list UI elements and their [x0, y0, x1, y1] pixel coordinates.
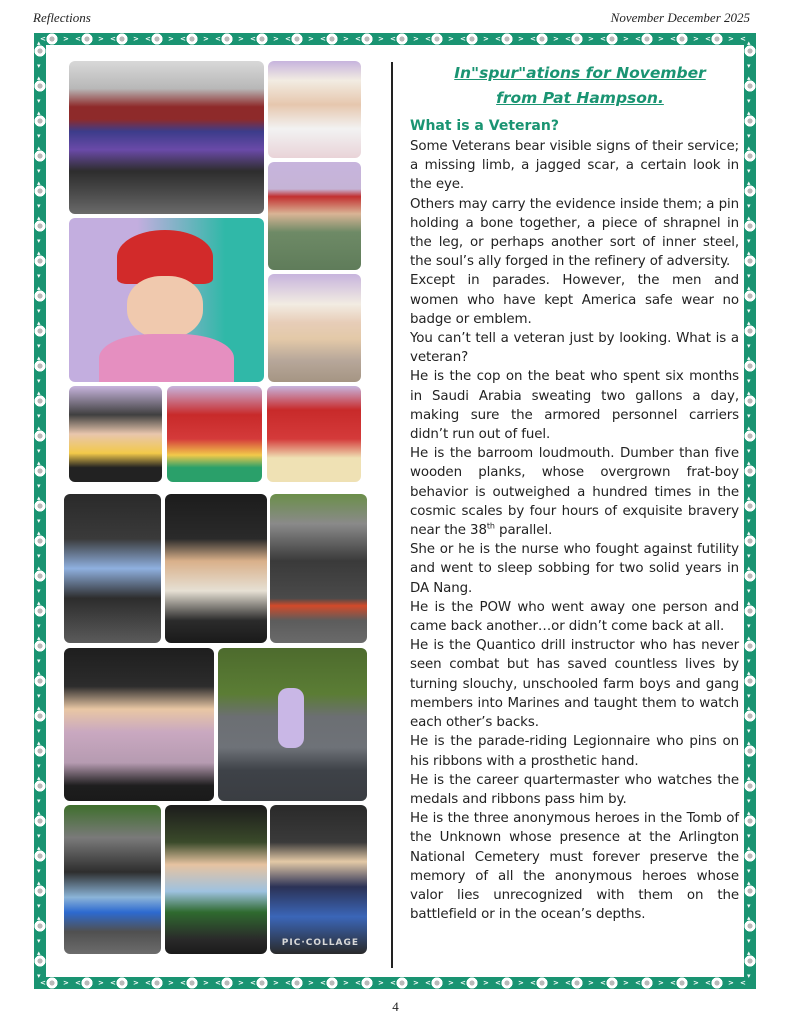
chevron-arrow-icon: <: [460, 979, 466, 987]
chevron-arrow-icon: <: [495, 979, 501, 987]
chevron-arrow-icon: >: [168, 979, 174, 987]
chevron-arrow-icon: ▾: [747, 202, 751, 210]
chevron-arrow-icon: ▴: [747, 879, 751, 887]
chevron-arrow-icon: ▾: [747, 832, 751, 840]
chevron-arrow-icon: >: [203, 35, 209, 43]
chevron-arrow-icon: >: [588, 35, 594, 43]
chevron-arrow-icon: ▴: [37, 39, 41, 47]
chevron-arrow-icon: ▾: [37, 342, 41, 350]
chevron-arrow-icon: ▾: [747, 132, 751, 140]
girl-in-police-car-photo-1: [64, 494, 161, 643]
paragraph: [410, 444, 739, 540]
chevron-arrow-icon: <: [530, 979, 536, 987]
chevron-arrow-icon: >: [273, 35, 279, 43]
chevron-arrow-icon: <: [495, 35, 501, 43]
paragraph: He is the cop on the beat who spent six months in Saudi Arabia sweating two gallons a day, making sure the armored personnel carriers didn’t run out of fuel.: [410, 369, 739, 443]
chevron-arrow-icon: ▾: [747, 237, 751, 245]
chevron-arrow-icon: ▾: [37, 867, 41, 875]
chevron-arrow-icon: ▾: [747, 937, 751, 945]
chevron-arrow-icon: >: [133, 35, 139, 43]
chevron-arrow-icon: >: [203, 979, 209, 987]
chevron-arrow-icon: ▾: [747, 167, 751, 175]
chevron-arrow-icon: ▴: [747, 459, 751, 467]
chevron-arrow-icon: ▴: [747, 354, 751, 362]
chevron-arrow-icon: <: [250, 35, 256, 43]
chevron-arrow-icon: ▴: [37, 634, 41, 642]
paragraph: Some Veterans bear visible signs of their service; a missing limb, a jagged scar, a certain look in the eye.: [410, 139, 739, 193]
chevron-arrow-icon: >: [343, 979, 349, 987]
chevron-arrow-icon: ▴: [747, 564, 751, 572]
paragraph-text: He is the barroom loudmouth. Dumber than five wooden planks, whose overgrown frat-boy behavior is outweighed a hundred times in the cosmic scales by four hours of exquisite bravery near the 38: [410, 446, 739, 539]
chevron-arrow-icon: ▾: [37, 412, 41, 420]
girl-by-police-suv-photo: [218, 648, 367, 801]
chevron-arrow-icon: >: [448, 35, 454, 43]
chevron-arrow-icon: ▴: [747, 599, 751, 607]
paragraph: Except in parades. However, the men and women who have kept America safe wear no badge or emblem.: [410, 273, 739, 327]
chevron-arrow-icon: <: [425, 35, 431, 43]
chevron-arrow-icon: ▾: [37, 62, 41, 70]
boy-smiling-car-seat-photo: [165, 805, 267, 954]
chevron-arrow-icon: ▴: [37, 844, 41, 852]
chevron-arrow-icon: >: [728, 979, 734, 987]
chevron-arrow-icon: ▴: [747, 809, 751, 817]
chevron-arrow-icon: ▾: [37, 237, 41, 245]
chevron-arrow-icon: <: [705, 35, 711, 43]
chevron-arrow-icon: >: [693, 35, 699, 43]
child-white-helmet-photo-1: [268, 61, 361, 158]
chevron-arrow-icon: >: [238, 35, 244, 43]
chevron-arrow-icon: <: [635, 35, 641, 43]
chevron-arrow-icon: >: [273, 979, 279, 987]
chevron-arrow-icon: ▾: [37, 797, 41, 805]
paragraph: He is the Quantico drill instructor who has never seen combat but has saved countless lives by turning slouchy, unschooled farm boys and gang members into Marines and taught them to watch each other’s backs.: [410, 638, 739, 731]
chevron-arrow-icon: ▴: [37, 214, 41, 222]
chevron-arrow-icon: ▴: [747, 319, 751, 327]
column-divider: [391, 62, 393, 968]
chevron-arrow-icon: <: [110, 35, 116, 43]
chevron-arrow-icon: ▾: [37, 692, 41, 700]
chevron-arrow-icon: >: [658, 35, 664, 43]
chevron-arrow-icon: ▴: [747, 109, 751, 117]
chevron-arrow-icon: ▴: [37, 74, 41, 82]
chevron-arrow-icon: >: [63, 979, 69, 987]
chevron-arrow-icon: ▴: [747, 214, 751, 222]
chevron-arrow-icon: >: [413, 35, 419, 43]
chevron-arrow-icon: ▾: [747, 482, 751, 490]
chevron-arrow-icon: ▴: [747, 39, 751, 47]
chevron-arrow-icon: >: [588, 979, 594, 987]
chevron-arrow-icon: ▴: [747, 704, 751, 712]
boy-with-officer-photo: [270, 805, 367, 954]
chevron-arrow-icon: ▴: [37, 879, 41, 887]
chevron-arrow-icon: <: [635, 979, 641, 987]
chevron-arrow-icon: ▴: [37, 284, 41, 292]
chevron-arrow-icon: <: [75, 35, 81, 43]
chevron-arrow-icon: ▴: [37, 914, 41, 922]
chevron-arrow-icon: ▴: [37, 949, 41, 957]
page-number: 4: [392, 999, 399, 1014]
chevron-arrow-icon: ▾: [747, 97, 751, 105]
chevron-arrow-icon: >: [98, 35, 104, 43]
ordinal-suffix: th: [486, 521, 495, 531]
chevron-arrow-icon: <: [390, 35, 396, 43]
chevron-arrow-icon: ▴: [37, 599, 41, 607]
paragraph: He is the parade-riding Legionnaire who pins on his ribbons with a prosthetic hand.: [410, 734, 739, 769]
chevron-arrow-icon: ▾: [747, 727, 751, 735]
chevron-arrow-icon: ▴: [37, 564, 41, 572]
chevron-arrow-icon: <: [215, 35, 221, 43]
chevron-arrow-icon: >: [378, 979, 384, 987]
chevron-arrow-icon: ▾: [37, 202, 41, 210]
girl-red-helmet-pink-hoodie-photo: [69, 218, 264, 382]
chevron-arrow-icon: <: [40, 979, 46, 987]
chevron-arrow-icon: ▴: [37, 494, 41, 502]
chevron-arrow-icon: ▾: [747, 517, 751, 525]
chevron-arrow-icon: ▴: [37, 424, 41, 432]
chevron-arrow-icon: >: [133, 979, 139, 987]
chevron-arrow-icon: <: [600, 35, 606, 43]
chevron-arrow-icon: >: [553, 35, 559, 43]
chevron-arrow-icon: >: [693, 979, 699, 987]
chevron-arrow-icon: >: [238, 979, 244, 987]
chevron-arrow-icon: ▴: [747, 914, 751, 922]
chevron-arrow-icon: >: [763, 35, 769, 43]
chevron-arrow-icon: <: [740, 979, 746, 987]
chevron-arrow-icon: ▴: [747, 669, 751, 677]
paragraph: He is the three anonymous heroes in the Tomb of the Unknown whose presence at the Arlington National Cemetery must forever preserve the memory of all the anonymous heroes whose valor lies unrecognized with them on the battlefield or in the ocean’s depths.: [410, 811, 739, 923]
chevron-arrow-icon: <: [110, 979, 116, 987]
chevron-arrow-icon: ▾: [747, 902, 751, 910]
chevron-arrow-icon: ▾: [747, 272, 751, 280]
chevron-arrow-icon: ▴: [37, 774, 41, 782]
chevron-arrow-icon: ▾: [37, 482, 41, 490]
chevron-arrow-icon: >: [518, 979, 524, 987]
chevron-arrow-icon: ▴: [37, 319, 41, 327]
chevron-arrow-icon: ▾: [747, 552, 751, 560]
chevron-arrow-icon: <: [705, 979, 711, 987]
chevron-arrow-icon: ▾: [747, 447, 751, 455]
chevron-arrow-icon: >: [413, 979, 419, 987]
paragraph: He is the POW who went away one person and came back another…or didn’t come back at all.: [410, 599, 739, 635]
chevron-arrow-icon: <: [670, 979, 676, 987]
chevron-arrow-icon: ▾: [37, 657, 41, 665]
child-red-helmet-photo-1: [167, 386, 262, 482]
chevron-arrow-icon: ▾: [37, 132, 41, 140]
chevron-arrow-icon: ▴: [37, 704, 41, 712]
chevron-arrow-icon: >: [518, 35, 524, 43]
chevron-arrow-icon: <: [180, 979, 186, 987]
chevron-arrow-icon: ▾: [37, 167, 41, 175]
chevron-arrow-icon: >: [658, 979, 664, 987]
chevron-arrow-icon: ▴: [37, 109, 41, 117]
child-red-helmet-green-shirt-photo: [268, 162, 361, 270]
chevron-arrow-icon: ▴: [37, 669, 41, 677]
chevron-arrow-icon: <: [320, 35, 326, 43]
chevron-arrow-icon: ▾: [37, 622, 41, 630]
chevron-arrow-icon: ▴: [37, 809, 41, 817]
chevron-arrow-icon: >: [63, 35, 69, 43]
chevron-arrow-icon: ▴: [37, 529, 41, 537]
chevron-arrow-icon: ▾: [37, 832, 41, 840]
paragraph-text: parallel.: [494, 523, 553, 539]
chevron-arrow-icon: ▾: [747, 587, 751, 595]
chevron-arrow-icon: ▴: [747, 739, 751, 747]
chevron-arrow-icon: ▾: [37, 727, 41, 735]
chevron-arrow-icon: <: [40, 35, 46, 43]
chevron-arrow-icon: ▾: [37, 972, 41, 980]
chevron-arrow-icon: <: [250, 979, 256, 987]
article-title-line-1: In"spur"ations for November: [454, 64, 706, 82]
chevron-arrow-icon: ▾: [747, 62, 751, 70]
chevron-arrow-icon: <: [75, 979, 81, 987]
chevron-arrow-icon: ▾: [37, 97, 41, 105]
chevron-arrow-icon: ▴: [747, 144, 751, 152]
article-body: [410, 137, 739, 924]
chevron-arrow-icon: ▾: [747, 412, 751, 420]
chevron-arrow-icon: ▴: [37, 179, 41, 187]
chevron-arrow-icon: ▾: [37, 272, 41, 280]
chevron-arrow-icon: ▴: [747, 634, 751, 642]
chevron-arrow-icon: ▾: [37, 587, 41, 595]
chevron-arrow-icon: >: [308, 979, 314, 987]
chevron-arrow-icon: <: [145, 35, 151, 43]
chevron-arrow-icon: <: [180, 35, 186, 43]
chevron-arrow-icon: >: [343, 35, 349, 43]
chevron-arrow-icon: ▾: [37, 937, 41, 945]
chevron-arrow-icon: ▴: [747, 494, 751, 502]
chevron-arrow-icon: ▾: [37, 517, 41, 525]
chevron-arrow-icon: ▴: [37, 144, 41, 152]
chevron-arrow-icon: >: [378, 35, 384, 43]
child-black-helmet-photo: [69, 386, 162, 482]
chevron-arrow-icon: >: [483, 35, 489, 43]
chevron-arrow-icon: >: [728, 35, 734, 43]
chevron-arrow-icon: <: [215, 979, 221, 987]
chevron-arrow-icon: ▾: [747, 307, 751, 315]
chevron-arrow-icon: >: [623, 35, 629, 43]
chevron-arrow-icon: ▴: [37, 739, 41, 747]
chevron-arrow-icon: <: [460, 35, 466, 43]
firefighters-group-photo: [69, 61, 264, 214]
paragraph: She or he is the nurse who fought against futility and went to sleep sobbing for two solid years in DA Nang.: [410, 542, 739, 596]
issue-date: November December 2025: [610, 10, 750, 25]
chevron-arrow-icon: ▴: [37, 249, 41, 257]
chevron-arrow-icon: <: [390, 979, 396, 987]
chevron-arrow-icon: <: [285, 979, 291, 987]
chevron-arrow-icon: ▴: [747, 844, 751, 852]
chevron-arrow-icon: ▴: [747, 74, 751, 82]
chevron-arrow-icon: <: [355, 979, 361, 987]
chevron-arrow-icon: ▴: [747, 249, 751, 257]
chevron-arrow-icon: >: [448, 979, 454, 987]
chevron-arrow-icon: ▴: [747, 529, 751, 537]
chevron-arrow-icon: <: [355, 35, 361, 43]
chevron-arrow-icon: ▾: [37, 902, 41, 910]
chevron-arrow-icon: >: [98, 979, 104, 987]
chevron-arrow-icon: ▾: [747, 622, 751, 630]
boy-seatbelt-police-car-photo: [165, 494, 267, 643]
chevron-arrow-icon: ▴: [37, 389, 41, 397]
chevron-arrow-icon: >: [553, 979, 559, 987]
chevron-arrow-icon: ▴: [37, 354, 41, 362]
chevron-arrow-icon: <: [740, 35, 746, 43]
chevron-arrow-icon: ▴: [747, 774, 751, 782]
chevron-arrow-icon: ▴: [747, 424, 751, 432]
chevron-arrow-icon: <: [600, 979, 606, 987]
chevron-arrow-icon: ▴: [37, 459, 41, 467]
chevron-arrow-icon: ▾: [37, 762, 41, 770]
chevron-arrow-icon: ▴: [747, 949, 751, 957]
chevron-arrow-icon: <: [565, 35, 571, 43]
chevron-arrow-icon: ▾: [37, 447, 41, 455]
chevron-arrow-icon: ▾: [747, 377, 751, 385]
chevron-arrow-icon: >: [483, 979, 489, 987]
chevron-arrow-icon: ▴: [747, 284, 751, 292]
newsletter-name: Reflections: [33, 10, 91, 25]
girl-pink-dress-car-seat-photo: [64, 648, 214, 801]
chevron-arrow-icon: ▾: [747, 867, 751, 875]
chevron-arrow-icon: <: [145, 979, 151, 987]
chevron-arrow-icon: ▾: [37, 377, 41, 385]
chevron-arrow-icon: ▾: [747, 972, 751, 980]
chevron-arrow-icon: ▾: [37, 552, 41, 560]
chevron-arrow-icon: <: [565, 979, 571, 987]
paragraph: He is the career quartermaster who watches the medals and ribbons pass him by.: [410, 772, 739, 807]
chevron-arrow-icon: ▾: [747, 692, 751, 700]
chevron-arrow-icon: >: [168, 35, 174, 43]
toddler-police-suv-door-photo: [64, 805, 161, 954]
pic-collage-watermark: PIC·COLLAGE: [281, 938, 359, 948]
chevron-arrow-icon: ▴: [747, 179, 751, 187]
article-title-line-2: from Pat Hampson.: [496, 89, 664, 107]
chevron-arrow-icon: ▾: [747, 762, 751, 770]
child-red-helmet-photo-2: [267, 386, 361, 482]
article-subheading: What is a Veteran?: [410, 118, 559, 134]
chevron-arrow-icon: >: [308, 35, 314, 43]
child-white-helmet-photo-2: [268, 274, 361, 382]
chevron-arrow-icon: <: [285, 35, 291, 43]
chevron-arrow-icon: <: [320, 979, 326, 987]
paragraph: Others may carry the evidence inside them; a pin holding a bone together, a piece of shrapnel in the leg, or perhaps another sort of inner steel, the soul’s ally forged in the refinery of adversity.: [410, 196, 739, 270]
chevron-arrow-icon: ▴: [747, 389, 751, 397]
girl-in-police-car-photo-2: [270, 494, 367, 643]
paragraph: You can’t tell a veteran just by looking. What is a veteran?: [410, 331, 739, 366]
chevron-arrow-icon: >: [763, 979, 769, 987]
chevron-arrow-icon: <: [530, 35, 536, 43]
chevron-arrow-icon: ▾: [747, 342, 751, 350]
chevron-arrow-icon: ▾: [747, 797, 751, 805]
chevron-arrow-icon: ▾: [37, 307, 41, 315]
chevron-arrow-icon: <: [670, 35, 676, 43]
chevron-arrow-icon: >: [623, 979, 629, 987]
chevron-arrow-icon: <: [425, 979, 431, 987]
chevron-arrow-icon: ▾: [747, 657, 751, 665]
